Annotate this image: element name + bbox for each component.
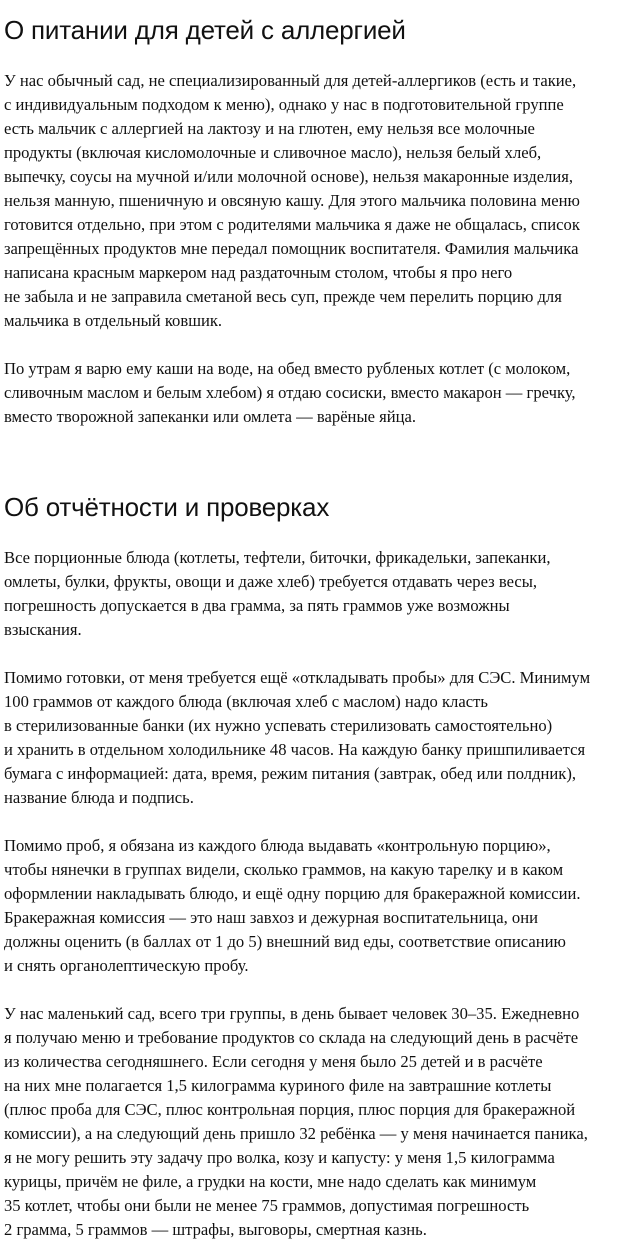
text-line: Помимо проб, я обязана из каждого блюда выдавать «контрольную порцию», xyxy=(4,836,551,855)
text-line: готовится отдельно, при этом с родителями мальчика я даже не общалась, список xyxy=(4,215,580,234)
text-line: Бракеражная комиссия — это наш завхоз и дежурная воспитательница, они xyxy=(4,908,538,927)
text-line: и снять органолептическую пробу. xyxy=(4,956,249,975)
text-line: По утрам я варю ему каши на воде, на обед вместо рубленых котлет (с молоком, xyxy=(4,359,571,378)
paragraph-allergy-menu xyxy=(4,357,624,429)
text-line: на них мне полагается 1,5 килограмма куриного филе на завтрашние котлеты xyxy=(4,1076,552,1095)
paragraph-daily-calculation xyxy=(4,1002,624,1242)
article-body xyxy=(4,0,624,1242)
paragraph-portion-weights xyxy=(4,546,624,642)
text-line: У нас обычный сад, не специализированный для детей-аллергиков (есть и такие, xyxy=(4,71,577,90)
text-line: взыскания. xyxy=(4,620,82,639)
text-line: омлеты, булки, фрукты, овощи и даже хлеб) требуется отдавать через весы, xyxy=(4,572,538,591)
text-line: я не могу решить эту задачу про волка, козу и капусту: у меня 1,5 килограмма xyxy=(4,1148,555,1167)
text-line: выпечку, соусы на мучной и/или молочной основе), нельзя макаронные изделия, xyxy=(4,167,574,186)
text-line: оформлении накладывать блюдо, и ещё одну порцию для бракеражной комиссии. xyxy=(4,884,581,903)
text-line: чтобы нянечки в группах видели, сколько граммов, на какую тарелку и в каком xyxy=(4,860,564,879)
text-line: У нас маленький сад, всего три группы, в день бывает человек 30–35. Ежедневно xyxy=(4,1004,580,1023)
text-line: сливочным маслом и белым хлебом) я отдаю сосиски, вместо макарон — гречку, xyxy=(4,383,576,402)
text-line: 100 граммов от каждого блюда (включая хлеб с маслом) надо класть xyxy=(4,692,488,711)
text-line: 2 грамма, 5 граммов — штрафы, выговоры, смертная казнь. xyxy=(4,1220,427,1239)
text-line: продукты (включая кисломолочные и сливочное масло), нельзя белый хлеб, xyxy=(4,143,542,162)
text-line: (плюс проба для СЭС, плюс контрольная порция, плюс порция для бракеражной xyxy=(4,1100,576,1119)
text-line: есть мальчик с аллергией на лактозу и на глютен, ему нельзя все молочные xyxy=(4,119,535,138)
text-line: 35 котлет, чтобы они были не менее 75 граммов, допустимая погрешность xyxy=(4,1196,530,1215)
text-line: и хранить в отдельном холодильнике 48 часов. На каждую банку пришпиливается xyxy=(4,740,586,759)
section-heading-allergy: О питании для детей с аллергией xyxy=(4,15,406,45)
text-line: Помимо готовки, от меня требуется ещё «откладывать пробы» для СЭС. Минимум xyxy=(4,668,591,687)
text-line: Все порционные блюда (котлеты, тефтели, биточки, фрикадельки, запеканки, xyxy=(4,548,551,567)
text-line: вместо творожной запеканки или омлета — варёные яйца. xyxy=(4,407,417,426)
text-line: не забыла и не заправила сметаной весь суп, прежде чем перелить порцию для xyxy=(4,287,562,306)
text-line: комиссии), а на следующий день пришло 32 ребёнка — у меня начинается паника, xyxy=(4,1124,588,1143)
text-line: курицы, причём не филе, а грудки на кости, мне надо сделать как минимум xyxy=(4,1172,537,1191)
text-line: в стерилизованные банки (их нужно успевать стерилизовать самостоятельно) xyxy=(4,716,553,735)
section-heading-reporting: Об отчётности и проверках xyxy=(4,492,330,522)
text-line: с индивидуальным подходом к меню), однако у нас в подготовительной группе xyxy=(4,95,564,114)
paragraph-allergy-boy xyxy=(4,69,624,333)
paragraph-samples xyxy=(4,666,624,810)
text-line: написана красным маркером над раздаточным столом, чтобы я про него xyxy=(4,263,513,282)
text-line: должны оценить (в баллах от 1 до 5) внешний вид еды, соответствие описанию xyxy=(4,932,566,951)
text-line: название блюда и подпись. xyxy=(4,788,194,807)
text-line: погрешность допускается в два грамма, за пять граммов уже возможны xyxy=(4,596,510,615)
text-line: запрещённых продуктов мне передал помощник воспитателя. Фамилия мальчика xyxy=(4,239,579,258)
text-line: я получаю меню и требование продуктов со склада на следующий день в расчёте xyxy=(4,1028,579,1047)
text-line: нельзя манную, пшеничную и овсяную кашу. Для этого мальчика половина меню xyxy=(4,191,580,210)
text-line: из количества сегодняшнего. Если сегодня у меня было 25 детей и в расчёте xyxy=(4,1052,543,1071)
text-line: бумага с информацией: дата, время, режим питания (завтрак, обед или полдник), xyxy=(4,764,577,783)
paragraph-control-portion xyxy=(4,834,624,978)
text-line: мальчика в отдельный ковшик. xyxy=(4,311,223,330)
